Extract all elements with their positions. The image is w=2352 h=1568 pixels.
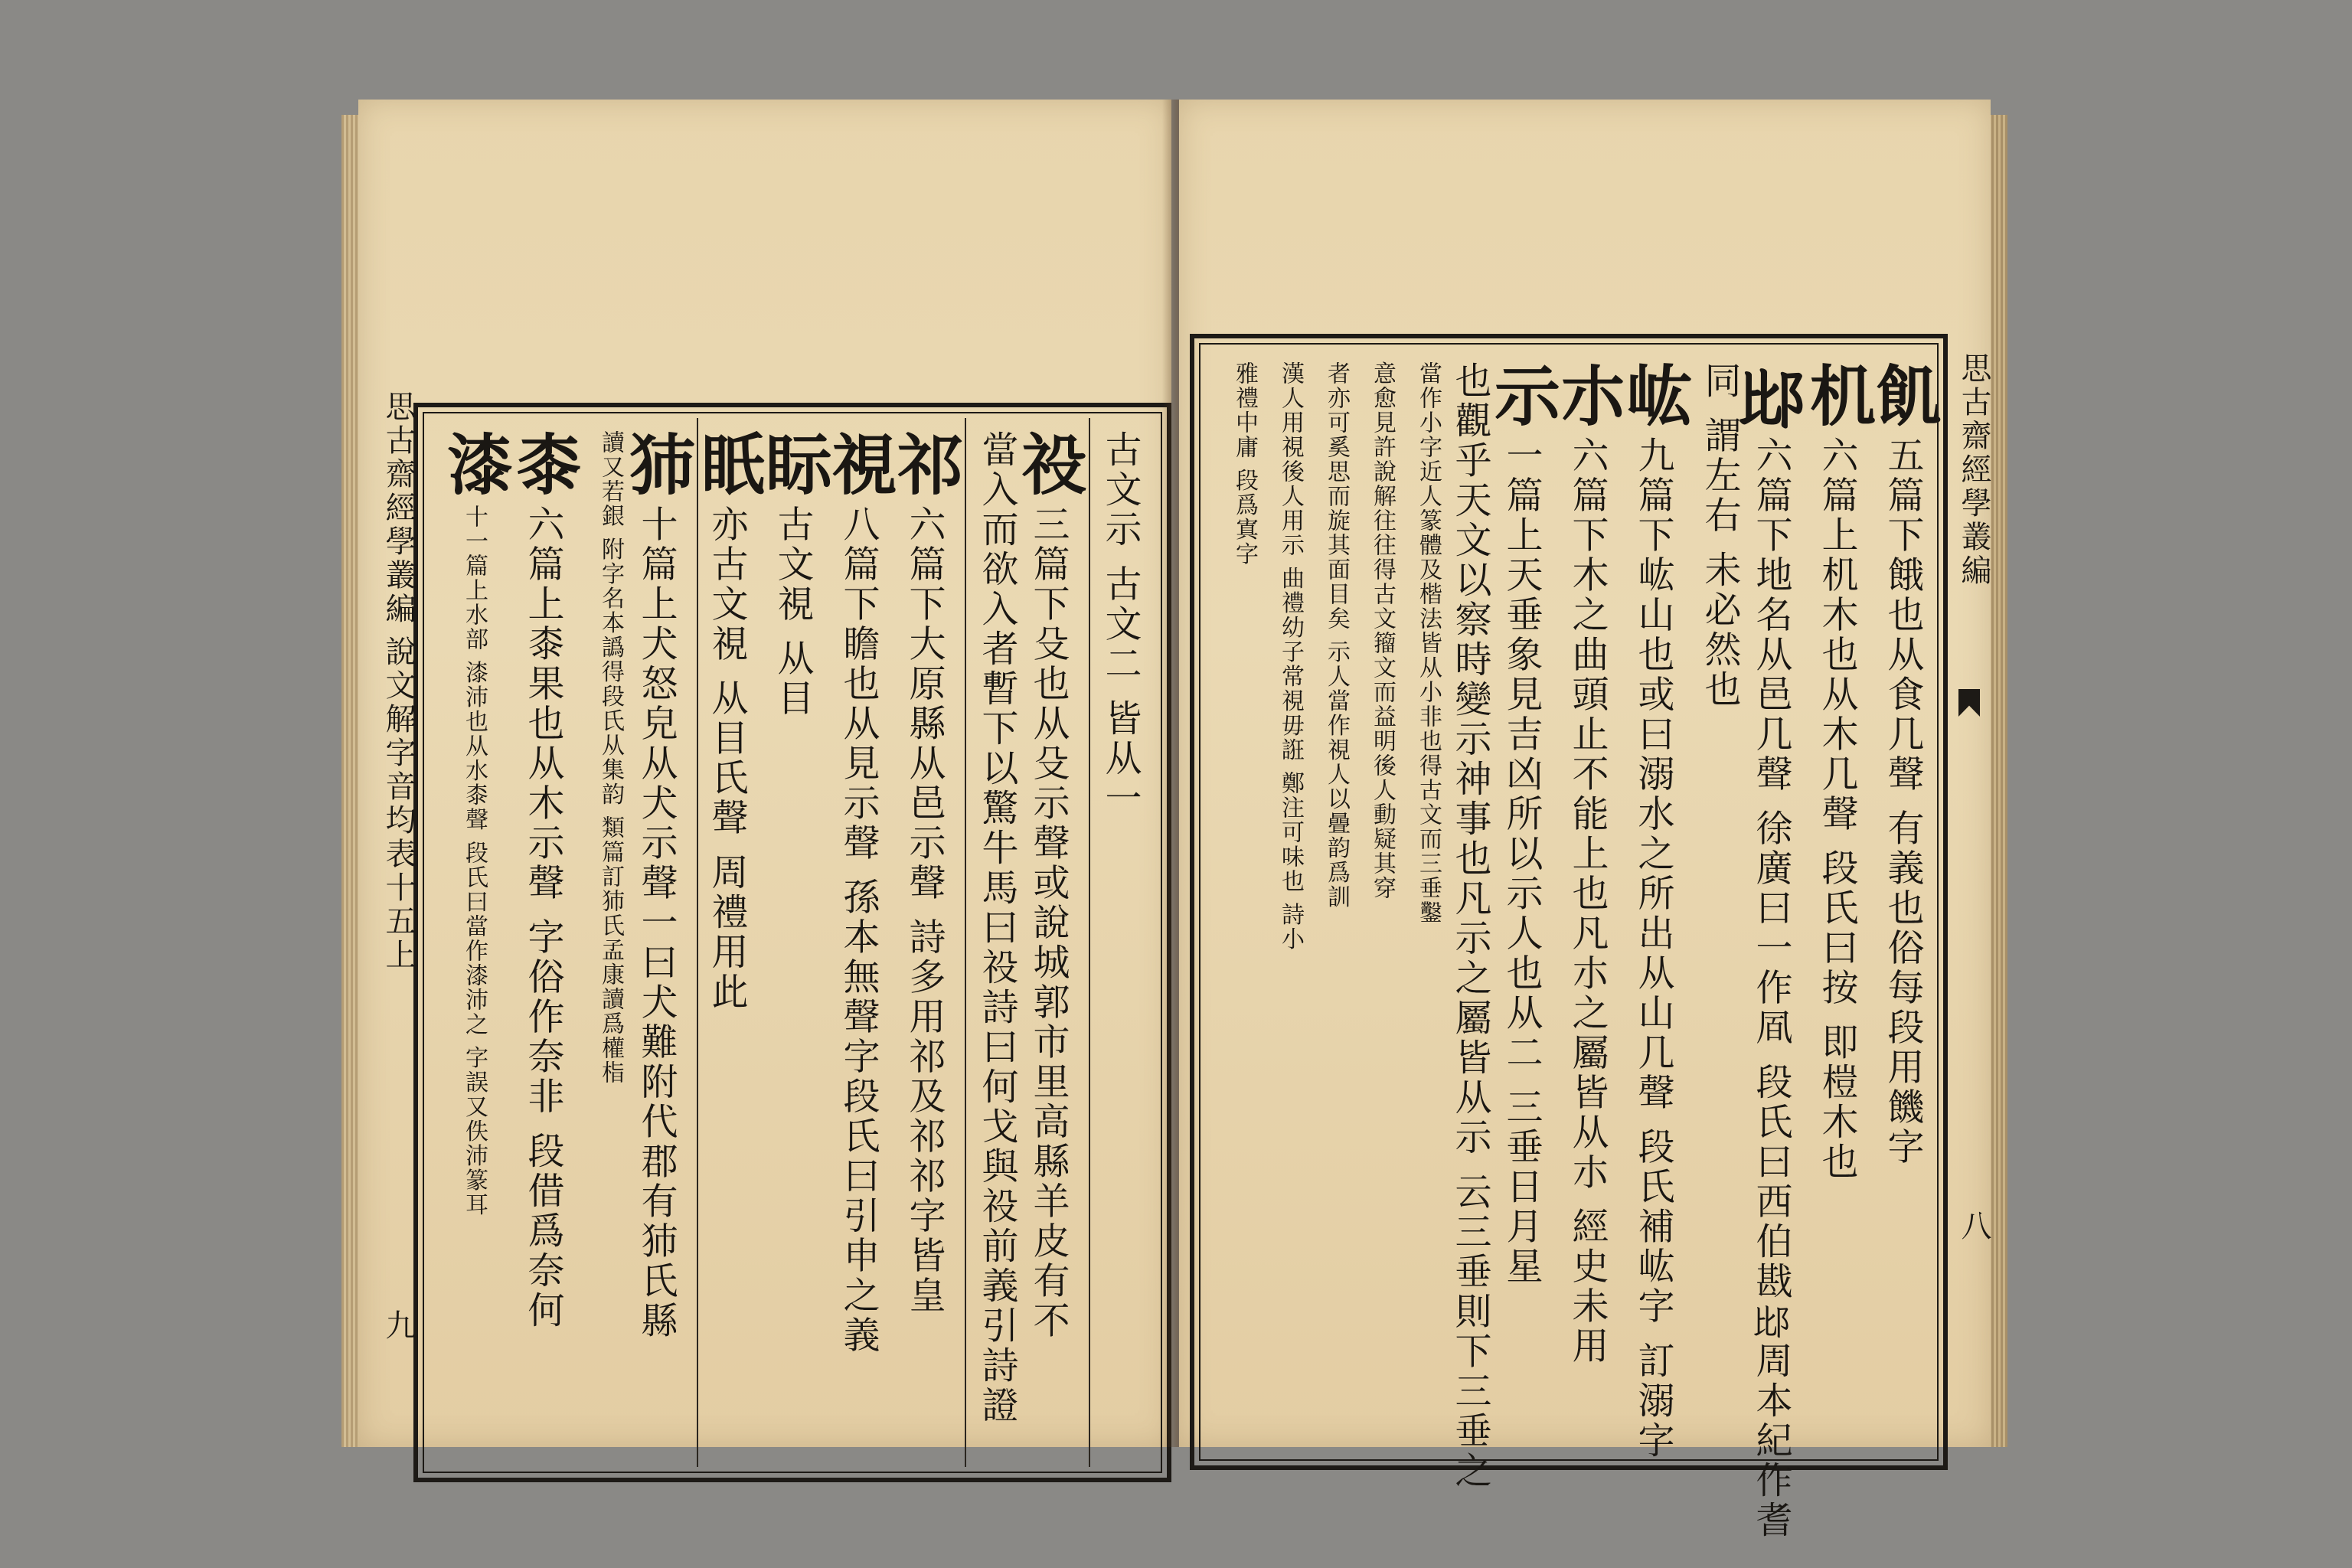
left-col-3 (975, 430, 1018, 1426)
entry-headword: 祋 (1010, 430, 1087, 501)
right-col-10 (1369, 361, 1396, 900)
column-rule (1089, 418, 1090, 1467)
entry-text: 九篇下𡵓山也或曰溺水之所出从山几聲 段氏補𡵓字 訂溺字 (1632, 436, 1674, 1461)
entry-text: 十一篇上水部 漆沛也从水桼聲 段氏曰當作漆沛之 字誤又佚沛篆耳 (461, 505, 488, 1217)
entry-headword: 祁 (886, 430, 963, 501)
right-col-11 (1325, 361, 1348, 910)
left-edge-title: 思古齋經學叢編 (381, 390, 416, 626)
left-edge-subtitle: 說文解字音均表十五上 (381, 635, 416, 972)
right-col-9 (1415, 361, 1442, 925)
entry-text: 同 謂左右 未必然也 (1698, 361, 1741, 710)
right-col-5 (1615, 361, 1692, 1461)
right-edge-title: 思古齋經學叢編 (1956, 352, 1991, 588)
entry-text: 亦古文視 从目氏聲 周禮用此 (705, 505, 748, 1012)
right-col-1 (1864, 361, 1942, 1168)
left-page (358, 100, 1171, 1447)
fishtail-mark (1958, 689, 1980, 717)
right-col-7 (1483, 361, 1560, 1287)
left-col-11 (436, 430, 513, 1217)
entry-text: 一篇上天垂象見吉凶所以示人也从二 三垂日月星 (1500, 436, 1543, 1287)
entry-text: 十篇上犬怒皃从犬示聲一曰犬難附代郡有犻氏縣 (635, 505, 678, 1341)
entry-headword: 漆 (436, 430, 513, 501)
entry-headword: 𨚍 (1733, 361, 1810, 432)
entry-note: 當作小字近人篆體及楷法皆从小非也得古文而三垂鑿 (1415, 361, 1442, 925)
entry-headword: 犻 (618, 430, 695, 501)
right-col-2 (1798, 361, 1876, 1182)
entry-text: 六篇上机木也从木几聲 段氏曰按 即榿木也 (1815, 436, 1858, 1182)
right-edge-folio: 八 (1956, 1210, 1991, 1243)
left-edge-folio: 九 (381, 1309, 416, 1343)
left-col-1 (1087, 430, 1153, 818)
entry-headword: 桼 (505, 430, 582, 501)
right-col-12 (1279, 361, 1302, 952)
entry-text: 六篇上桼果也从木示聲 字俗作奈非 段借爲奈何 (521, 505, 564, 1331)
entry-text: 五篇下餓也从食几聲 有義也俗每段用饑字 (1881, 436, 1924, 1168)
right-col-4 (1698, 361, 1741, 710)
entry-headword: 眂 (688, 430, 766, 501)
left-col-6 (754, 430, 831, 719)
left-col-7 (688, 430, 766, 1012)
entry-headword: 𡵓 (1615, 361, 1692, 432)
column-rule (697, 418, 698, 1467)
entry-note: 讀又若銀 附字名本譌得段氏从集韵 類篇訂犻氏孟康讀爲權栺 (597, 430, 624, 1086)
right-text-frame (1190, 334, 1948, 1540)
entry-headword: 飢 (1864, 361, 1942, 432)
right-col-6 (1549, 361, 1626, 1367)
right-page (1179, 100, 1991, 1540)
entry-note: 者亦可奚思而旋其面目矣 示人當作視人以曡韵爲訓 (1323, 361, 1350, 910)
left-col-8 (618, 430, 695, 1341)
entry-headword: 朩 (1549, 361, 1626, 432)
entry-text: 也觀乎天文以察時變示神事也凡示之屬皆从示 云三垂則下三垂之 (1449, 361, 1491, 1491)
entry-text: 六篇下大原縣从邑示聲 詩多用祁及祁祁字皆皇 (903, 505, 946, 1316)
left-col-10 (505, 430, 582, 1331)
entry-headword: 眎 (754, 430, 831, 501)
column-rule (965, 418, 966, 1467)
entry-note: 意愈見許說解往往得古文籀文而益明後人動疑其穿 (1369, 361, 1396, 900)
entry-text: 古文示 古文二 皆从一 (1099, 430, 1142, 818)
entry-text: 當入而欲入者暫下以驚牛馬曰祋詩曰何戈與祋前義引詩證 (975, 430, 1018, 1426)
entry-note: 漢人用視後人用示 曲禮幼子常視毋誑 鄭注可味也 詩小 (1277, 361, 1304, 952)
left-col-9 (599, 430, 622, 1085)
entry-headword: 示 (1483, 361, 1560, 432)
left-col-4 (886, 430, 963, 1316)
right-col-8 (1449, 361, 1491, 1491)
left-col-2 (1010, 430, 1087, 1341)
right-col-3 (1733, 361, 1810, 1540)
entry-text: 六篇下木之曲頭止不能上也凡朩之屬皆从朩 經史未用 (1566, 436, 1609, 1367)
entry-text: 三篇下殳也从殳示聲或說城郭市里高縣羊皮有不 (1027, 505, 1070, 1341)
left-text-frame (413, 403, 1171, 1482)
entry-text: 八篇下瞻也从見示聲 孫本無聲字段氏曰引申之義 (837, 505, 880, 1356)
left-col-5 (820, 430, 897, 1356)
entry-note: 雅禮中庸 段爲寘字 (1231, 361, 1258, 567)
entry-headword: 視 (820, 430, 897, 501)
entry-text: 古文視 从目 (771, 505, 814, 719)
entry-headword: 机 (1798, 361, 1876, 432)
right-col-13 (1233, 361, 1256, 567)
entry-text: 六篇下地名从邑几聲 徐廣曰一作凮 段氏曰西伯戡𨚍周本紀作耆 (1749, 436, 1792, 1540)
